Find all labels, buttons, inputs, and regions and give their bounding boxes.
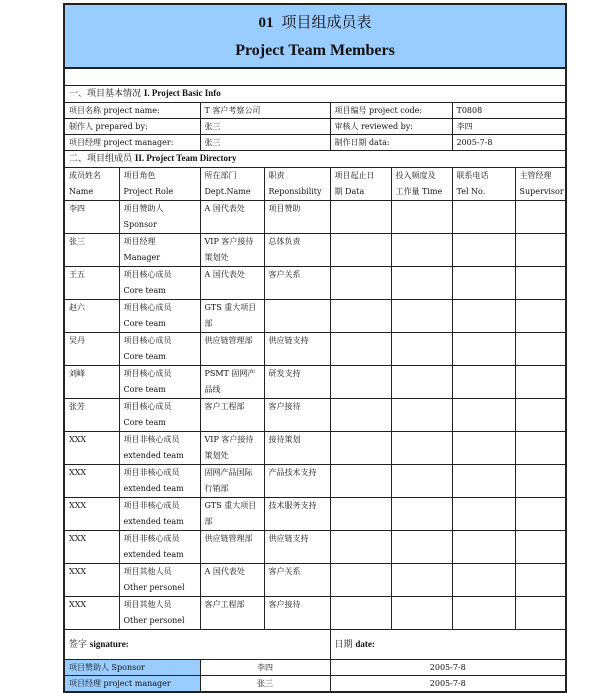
signer-date: 2005-7-8 [330, 660, 566, 676]
member-dept: 供应链管理部 [200, 531, 264, 564]
signer-role: 项目经理 project manager [64, 676, 200, 693]
info-value: 李四 [452, 119, 566, 135]
member-role [119, 300, 200, 333]
member-role-cn: 项目非核心成员 [123, 435, 180, 444]
section-team-directory-heading [64, 151, 566, 168]
info-label: 项目名称 project name: [64, 103, 200, 119]
basic-info-row [64, 119, 566, 135]
empty-cell [452, 531, 515, 564]
member-role-cn: 项目核心成员 [123, 369, 172, 378]
empty-cell [330, 564, 391, 597]
empty-cell [515, 498, 566, 531]
member-responsibility: 客户接待 [264, 597, 330, 630]
member-name: XXX [64, 564, 119, 597]
empty-cell [515, 201, 566, 234]
member-role-en: Other personel [123, 616, 185, 625]
empty-cell [391, 366, 452, 399]
member-name: 张芳 [64, 399, 119, 432]
empty-cell [391, 465, 452, 498]
empty-cell [515, 597, 566, 630]
empty-cell [515, 432, 566, 465]
signer-row [64, 676, 566, 693]
empty-cell [391, 432, 452, 465]
empty-cell [391, 234, 452, 267]
empty-cell [452, 201, 515, 234]
basic-info-row [64, 103, 566, 119]
member-responsibility: 项目赞助 [264, 201, 330, 234]
member-role-cn: 项目其他人员 [123, 600, 172, 609]
empty-cell [391, 597, 452, 630]
member-role-en: extended team [123, 451, 184, 460]
empty-cell [330, 234, 391, 267]
member-responsibility: 接待策划 [264, 432, 330, 465]
member-role-en: Manager [123, 253, 161, 262]
column-header [330, 168, 391, 201]
info-label: 项目编号 project code: [330, 103, 452, 119]
column-header [391, 168, 452, 201]
empty-cell [515, 399, 566, 432]
column-header-en: Reponsibility [268, 187, 322, 196]
empty-cell [515, 366, 566, 399]
signer-row [64, 660, 566, 676]
empty-cell [452, 597, 515, 630]
empty-cell [330, 201, 391, 234]
info-label: 制作日期 data: [330, 135, 452, 151]
member-role-en: Core team [123, 418, 166, 427]
member-responsibility: 客户关系 [264, 267, 330, 300]
empty-cell [452, 498, 515, 531]
member-name: 李四 [64, 201, 119, 234]
info-label: 制作人 prepared by: [64, 119, 200, 135]
signature-label [64, 630, 330, 660]
title-number: 01 [258, 14, 274, 31]
member-row [64, 531, 566, 564]
empty-cell [515, 531, 566, 564]
empty-cell [515, 333, 566, 366]
empty-cell [330, 498, 391, 531]
member-name: XXX [64, 531, 119, 564]
empty-cell [452, 432, 515, 465]
member-responsibility: 客户接待 [264, 399, 330, 432]
member-name: 张三 [64, 234, 119, 267]
member-role-cn: 项目核心成员 [123, 270, 172, 279]
member-name: XXX [64, 432, 119, 465]
member-role [119, 201, 200, 234]
column-header-en: 工作量 Time [395, 187, 443, 196]
empty-cell [452, 267, 515, 300]
member-role-cn: 项目非核心成员 [123, 501, 180, 510]
empty-cell [391, 267, 452, 300]
member-role-en: Core team [123, 286, 166, 295]
column-header [119, 168, 200, 201]
section1-en: I. Project Basic Info [143, 88, 221, 98]
empty-cell [391, 399, 452, 432]
empty-cell [391, 564, 452, 597]
column-header-cn: 项目角色 [123, 171, 156, 180]
member-row [64, 366, 566, 399]
member-responsibility [264, 300, 330, 333]
empty-cell [330, 366, 391, 399]
member-role-cn: 项目赞助人 [123, 204, 164, 213]
empty-cell [330, 531, 391, 564]
empty-cell [391, 300, 452, 333]
member-responsibility: 产品技术支持 [264, 465, 330, 498]
member-row [64, 234, 566, 267]
member-dept: PSMT 固网产品线 [200, 366, 264, 399]
member-dept: VIP 客户接待策划处 [200, 432, 264, 465]
member-row [64, 432, 566, 465]
empty-cell [515, 267, 566, 300]
empty-cell [330, 432, 391, 465]
member-role-en: extended team [123, 550, 184, 559]
column-header-cn: 项目起止日 [334, 171, 375, 180]
member-row [64, 498, 566, 531]
empty-cell [330, 597, 391, 630]
member-name: XXX [64, 498, 119, 531]
member-role [119, 432, 200, 465]
column-header-en: Tel No. [456, 187, 486, 196]
member-name: XXX [64, 597, 119, 630]
column-header-cn: 联系电话 [456, 171, 489, 180]
project-team-members-sheet [63, 3, 565, 693]
member-name: 赵六 [64, 300, 119, 333]
empty-cell [515, 300, 566, 333]
member-role [119, 597, 200, 630]
member-dept: VIP 客户接待策划处 [200, 234, 264, 267]
column-header-cn: 主管经理 [519, 171, 552, 180]
member-dept: 客户工程部 [200, 399, 264, 432]
column-header [64, 168, 119, 201]
member-role-en: Core team [123, 319, 166, 328]
column-header [515, 168, 566, 201]
signer-role: 项目赞助人 Sponsor [64, 660, 200, 676]
empty-cell [330, 267, 391, 300]
member-dept: A 国代表处 [200, 564, 264, 597]
date-cn: 日期 [334, 640, 353, 650]
signer-date: 2005-7-8 [330, 676, 566, 693]
member-responsibility: 客户关系 [264, 564, 330, 597]
column-header-cn: 所在部门 [204, 171, 237, 180]
date-en: date: [355, 639, 375, 649]
blank-row [64, 68, 566, 86]
member-name: 吴丹 [64, 333, 119, 366]
member-role [119, 531, 200, 564]
member-role-en: Other personel [123, 583, 185, 592]
member-role [119, 498, 200, 531]
column-header-en: Dept.Name [204, 187, 251, 196]
empty-cell [330, 333, 391, 366]
member-row [64, 465, 566, 498]
member-role-en: extended team [123, 517, 184, 526]
member-role [119, 399, 200, 432]
empty-cell [330, 399, 391, 432]
info-label: 审核人 reviewed by: [330, 119, 452, 135]
section2-cn: 二、项目组成员 [69, 154, 133, 164]
member-role-en: Sponsor [123, 220, 157, 229]
info-value: T0808 [452, 103, 566, 119]
member-role-cn: 项目非核心成员 [123, 468, 180, 477]
member-dept: GTS 重大项目部 [200, 498, 264, 531]
member-row [64, 333, 566, 366]
member-responsibility: 供应链支持 [264, 333, 330, 366]
empty-cell [452, 399, 515, 432]
column-header-row [64, 168, 566, 201]
column-header-en: Name [69, 187, 94, 196]
signer-name: 李四 [200, 660, 330, 676]
info-label: 项目经理 project manager: [64, 135, 200, 151]
member-row [64, 564, 566, 597]
info-value: 张三 [200, 135, 330, 151]
empty-cell [452, 366, 515, 399]
member-dept: 固网产品国际行销部 [200, 465, 264, 498]
team-table [63, 3, 567, 693]
page-title-en: Project Team Members [235, 41, 395, 59]
column-header [452, 168, 515, 201]
member-row [64, 399, 566, 432]
member-role-en: extended team [123, 484, 184, 493]
column-header-en: 期 Data [334, 187, 365, 196]
member-responsibility: 总体负责 [264, 234, 330, 267]
member-role-cn: 项目核心成员 [123, 303, 172, 312]
member-responsibility: 技术服务支持 [264, 498, 330, 531]
empty-cell [452, 333, 515, 366]
member-dept: A 国代表处 [200, 267, 264, 300]
empty-cell [515, 465, 566, 498]
column-header [200, 168, 264, 201]
column-header-en: Project Role [123, 187, 174, 196]
member-role [119, 333, 200, 366]
title-cn-text: 项目组成员表 [281, 12, 372, 31]
member-responsibility: 供应链支持 [264, 531, 330, 564]
member-role-cn: 项目核心成员 [123, 336, 172, 345]
member-role-cn: 项目非核心成员 [123, 534, 180, 543]
member-role [119, 366, 200, 399]
title-block [64, 4, 566, 68]
member-name: XXX [64, 465, 119, 498]
empty-cell [330, 300, 391, 333]
empty-cell [391, 498, 452, 531]
member-role-cn: 项目核心成员 [123, 402, 172, 411]
signature-cn: 签字 [69, 640, 88, 650]
member-role-en: Core team [123, 385, 166, 394]
info-value: 张三 [200, 119, 330, 135]
section-basic-info-heading [64, 86, 566, 103]
member-dept: GTS 重大项目部 [200, 300, 264, 333]
basic-info-row [64, 135, 566, 151]
column-header-en: Supervisor [519, 187, 564, 196]
member-responsibility: 研发支持 [264, 366, 330, 399]
member-name: 王五 [64, 267, 119, 300]
member-dept: A 国代表处 [200, 201, 264, 234]
signer-name: 张三 [200, 676, 330, 693]
member-dept: 供应链管理部 [200, 333, 264, 366]
info-value: 2005-7-8 [452, 135, 566, 151]
member-dept: 客户工程部 [200, 597, 264, 630]
column-header [264, 168, 330, 201]
empty-cell [391, 531, 452, 564]
empty-cell [391, 333, 452, 366]
column-header-cn: 投入频度及 [395, 171, 436, 180]
date-label [330, 630, 566, 660]
empty-cell [515, 234, 566, 267]
member-name: 刘峰 [64, 366, 119, 399]
info-value: T 客户考察公司 [200, 103, 330, 119]
member-role-en: Core team [123, 352, 166, 361]
column-header-cn: 成员姓名 [69, 171, 101, 180]
empty-cell [452, 234, 515, 267]
column-header-cn: 职责 [268, 171, 285, 180]
signature-en: signature: [89, 639, 129, 649]
empty-cell [452, 465, 515, 498]
member-role-cn: 项目其他人员 [123, 567, 172, 576]
member-role [119, 465, 200, 498]
section1-cn: 一、项目基本情况 [69, 89, 142, 99]
member-row [64, 201, 566, 234]
member-role-cn: 项目经理 [123, 237, 156, 246]
member-role [119, 564, 200, 597]
member-row [64, 267, 566, 300]
section2-en: II. Project Team Directory [134, 153, 237, 163]
empty-cell [330, 465, 391, 498]
member-row [64, 597, 566, 630]
empty-cell [452, 564, 515, 597]
member-role [119, 267, 200, 300]
empty-cell [452, 300, 515, 333]
member-row [64, 300, 566, 333]
empty-cell [515, 564, 566, 597]
member-role [119, 234, 200, 267]
empty-cell [391, 201, 452, 234]
page-title-cn [65, 9, 565, 36]
